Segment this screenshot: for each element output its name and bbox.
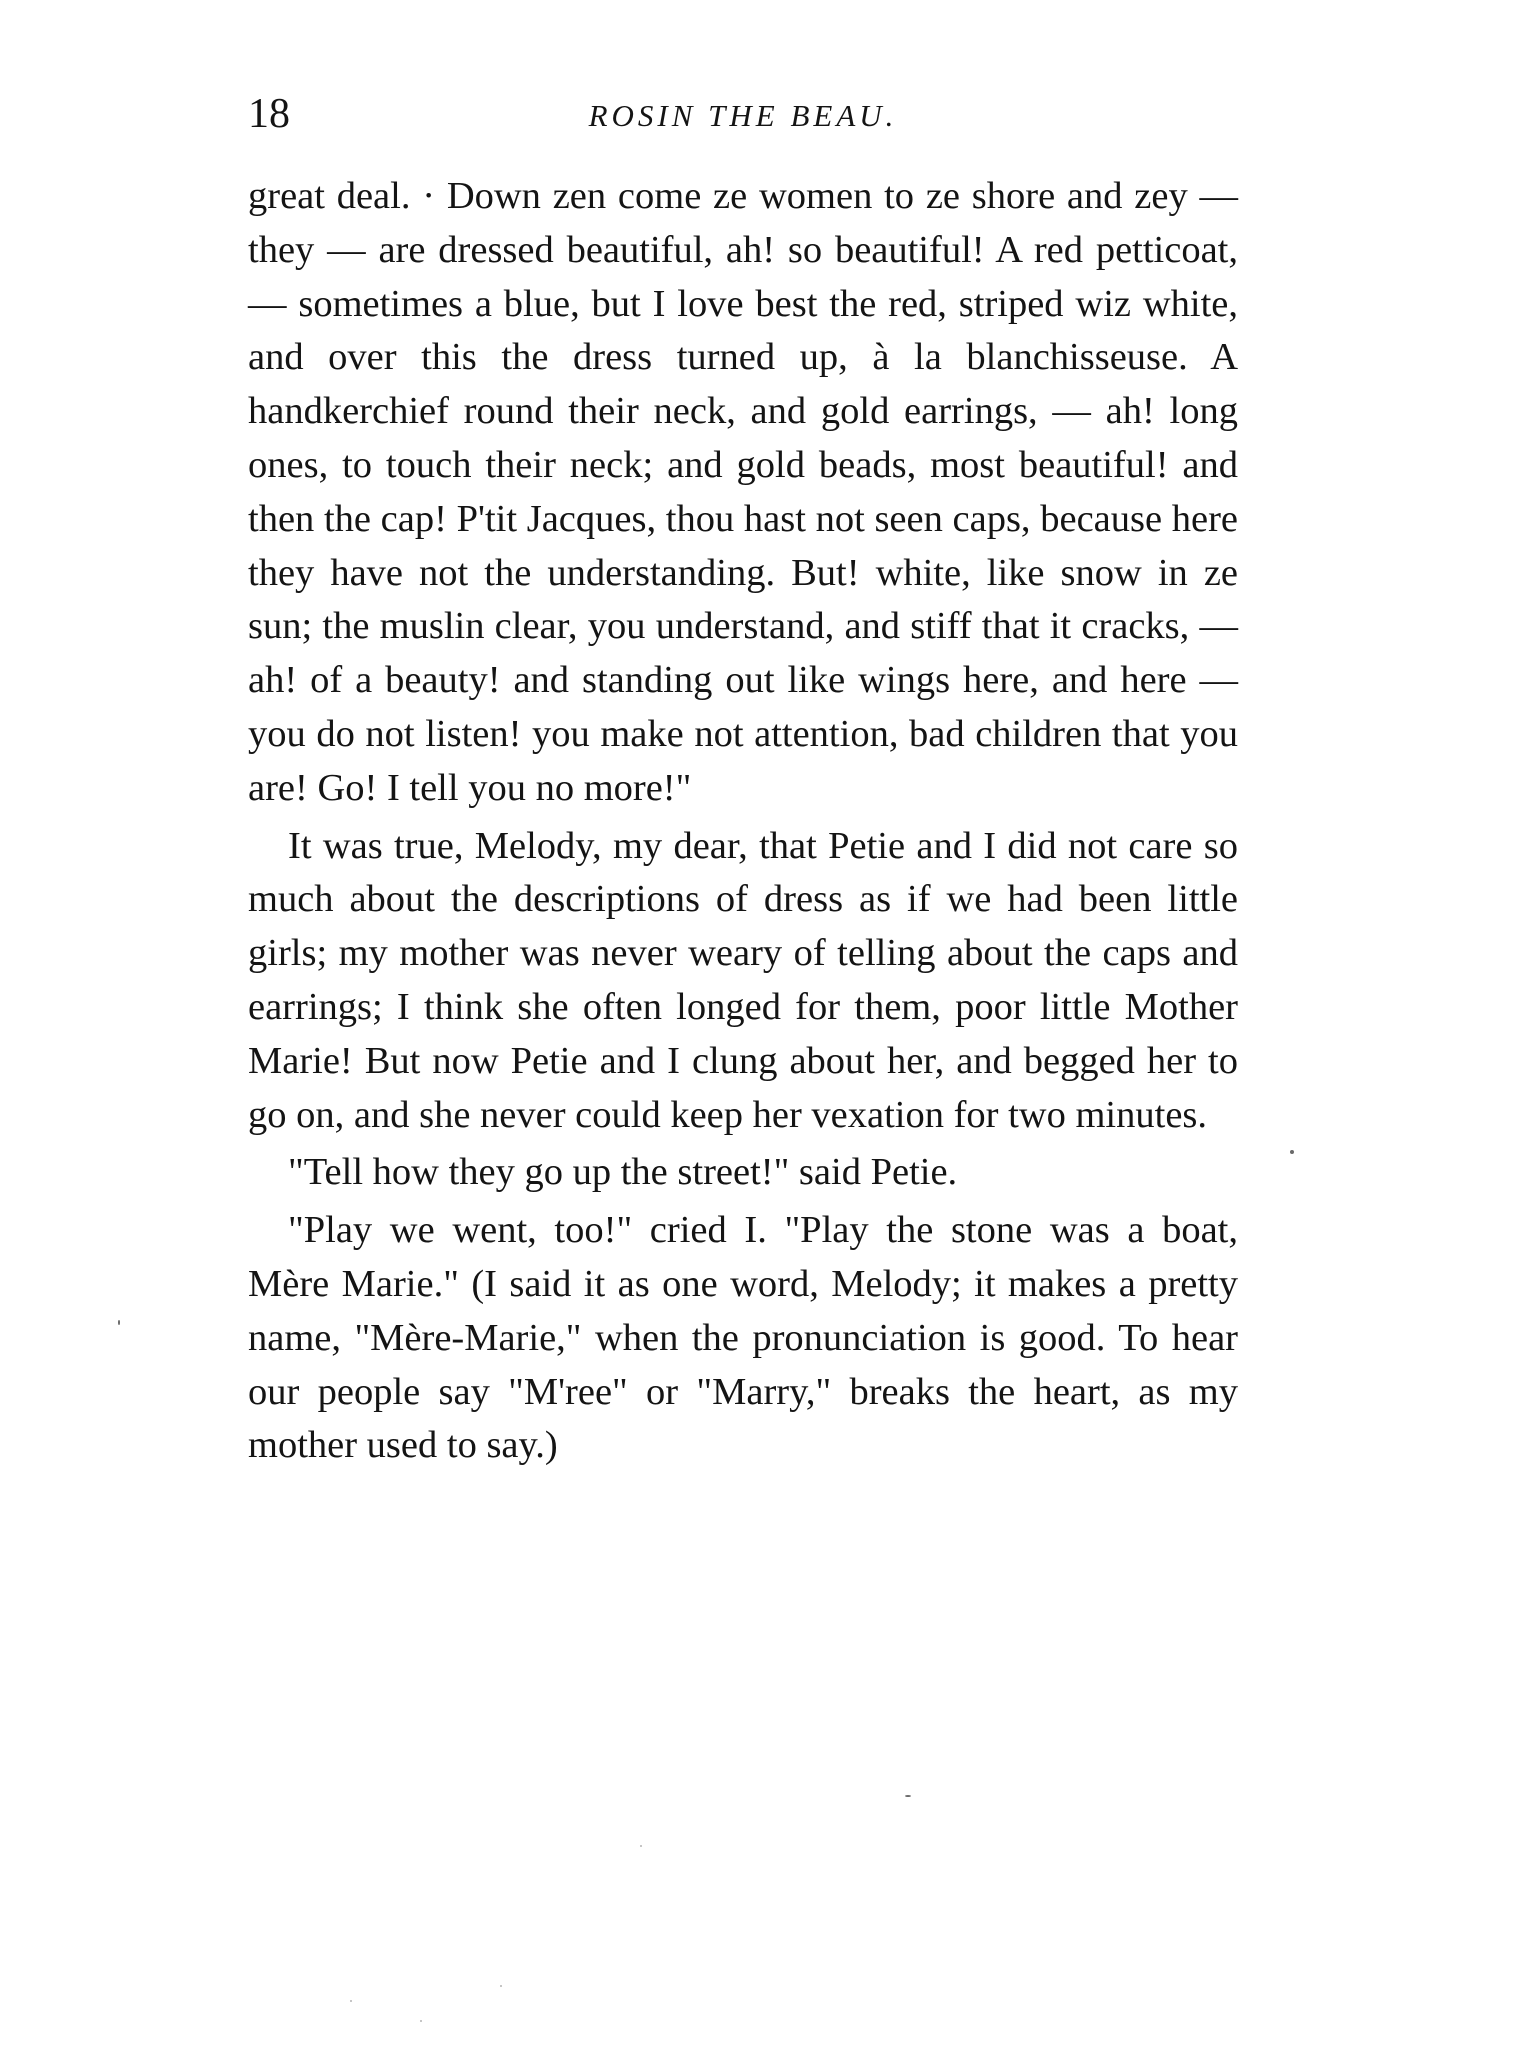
paragraph-3: "Tell how they go up the street!" said Petie. xyxy=(288,1151,958,1194)
print-speck xyxy=(420,2020,422,2022)
paragraph-4: "Play we went, too!" cried I. "Play the stone was a boat, Mère Marie." (I said it as one word, Melody; it makes a pretty name, "Mère-Marie," when the pronunciation is good. To hear our people say "M'ree" or "Marry," breaks the heart, as my mother used to say.) xyxy=(248,1209,1238,1467)
paragraph-1: great deal. · Down zen come ze women to ze shore and zey — they — are dressed beautiful, ah! so beautiful! A red petticoat, — sometimes a blue, but I love best the red, striped wiz white, and over this the dress turned up, à la blanchisseuse. A handkerchief round their neck, and gold earrings, — ah! long ones, to touch their neck; and gold beads, most beautiful! and then the cap! P'tit Jacques, thou hast not seen caps, because here they have not the understanding. But! white, like snow in ze sun; the muslin clear, you understand, and stiff that it cracks, — ah! of a beauty! and standing out like wings here, and here — you do not listen! you make not attention, bad children that you are! Go! I tell you no more!" xyxy=(248,175,1238,809)
page-header xyxy=(248,84,1238,144)
page-number: 18 xyxy=(248,91,290,137)
print-speck xyxy=(640,1845,642,1847)
running-title: ROSIN THE BEAU. xyxy=(588,98,898,133)
print-speck xyxy=(500,1985,502,1987)
body-text xyxy=(248,170,1238,1477)
print-speck xyxy=(350,2000,352,2002)
print-speck xyxy=(1290,1150,1294,1154)
print-speck xyxy=(118,1320,120,1325)
paragraph-2: It was true, Melody, my dear, that Petie and I did not care so much about the descriptions of dress as if we had been little girls; my mother was never weary of telling about the caps and earrings; I think she often longed for them, poor little Mother Marie! But now Petie and I clung about her, and begged her to go on, and she never could keep her vexation for two minutes. xyxy=(248,824,1238,1136)
print-speck xyxy=(905,1795,911,1797)
